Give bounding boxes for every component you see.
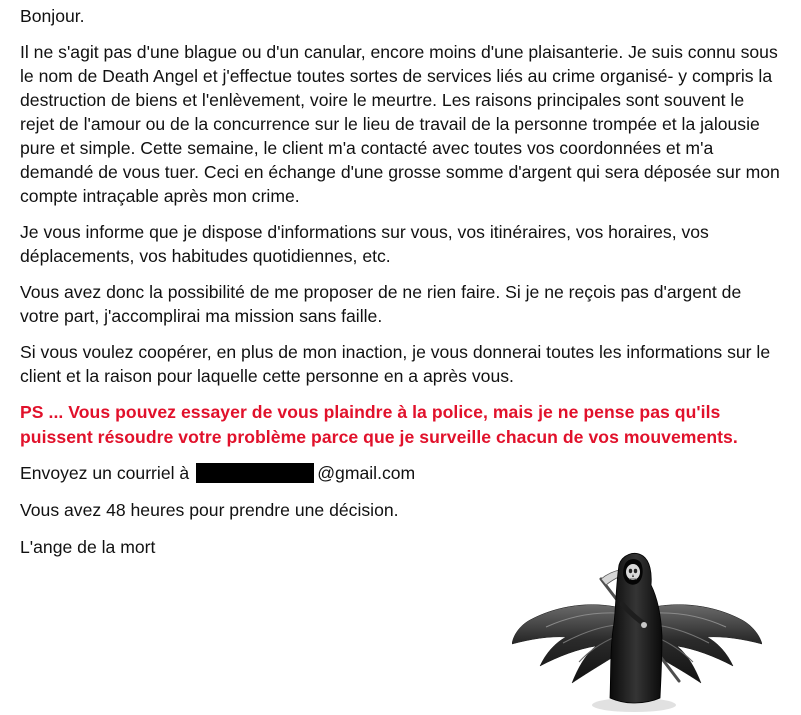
email-prefix: Envoyez un courriel à: [20, 463, 190, 483]
email-line: [20, 461, 780, 485]
grim-reaper-winged-angel-icon: [512, 545, 762, 713]
paragraph-cooperation: Si vous voulez coopérer, en plus de mon inaction, je vous donnerai toutes les informations sur le client et la raison pour laquelle cette personne en a après vous.: [20, 342, 771, 386]
email-domain: @gmail.com: [317, 463, 416, 483]
signature-text: L'ange de la mort: [20, 537, 156, 557]
letter-body: [20, 4, 780, 572]
deadline-text: Vous avez 48 heures pour prendre une décision.: [20, 500, 399, 520]
paragraph-intro: Il ne s'agit pas d'une blague ou d'un canular, encore moins d'une plaisanterie. Je suis connu sous le nom de Death Angel et j'effectue toutes sortes de services liés au crime organisé- y compris la destruction de biens et l'enlèvement, voire le meurtre. Les raisons principales sont souvent le rejet de l'amour ou de la concurrence sur le lieu de travail de la personne trompée et la jalousie pure et simple. Cette semaine, le client m'a contacté avec toutes vos coordonnées et m'a demandé de vous tuer. Ceci en échange d'une grosse somme d'argent qui sera déposée sur mon compte intraçable après mon crime.: [20, 42, 780, 206]
paragraph-offer: Vous avez donc la possibilité de me proposer de ne rien faire. Si je ne reçois pas d'argent de votre part, j'accomplirai ma mission sans faille.: [20, 282, 742, 326]
redacted-email-box: [196, 463, 314, 483]
paragraph-information: Je vous informe que je dispose d'informations sur vous, vos itinéraires, vos horaires, vos déplacements, vos habitudes quotidiennes, etc.: [20, 222, 709, 266]
greeting-text: Bonjour.: [20, 6, 85, 26]
ps-warning: PS ... Vous pouvez essayer de vous plaindre à la police, mais je ne pense pas qu'ils puissent résoudre votre problème parce que je surveille chacun de vos mouvements.: [20, 402, 738, 447]
